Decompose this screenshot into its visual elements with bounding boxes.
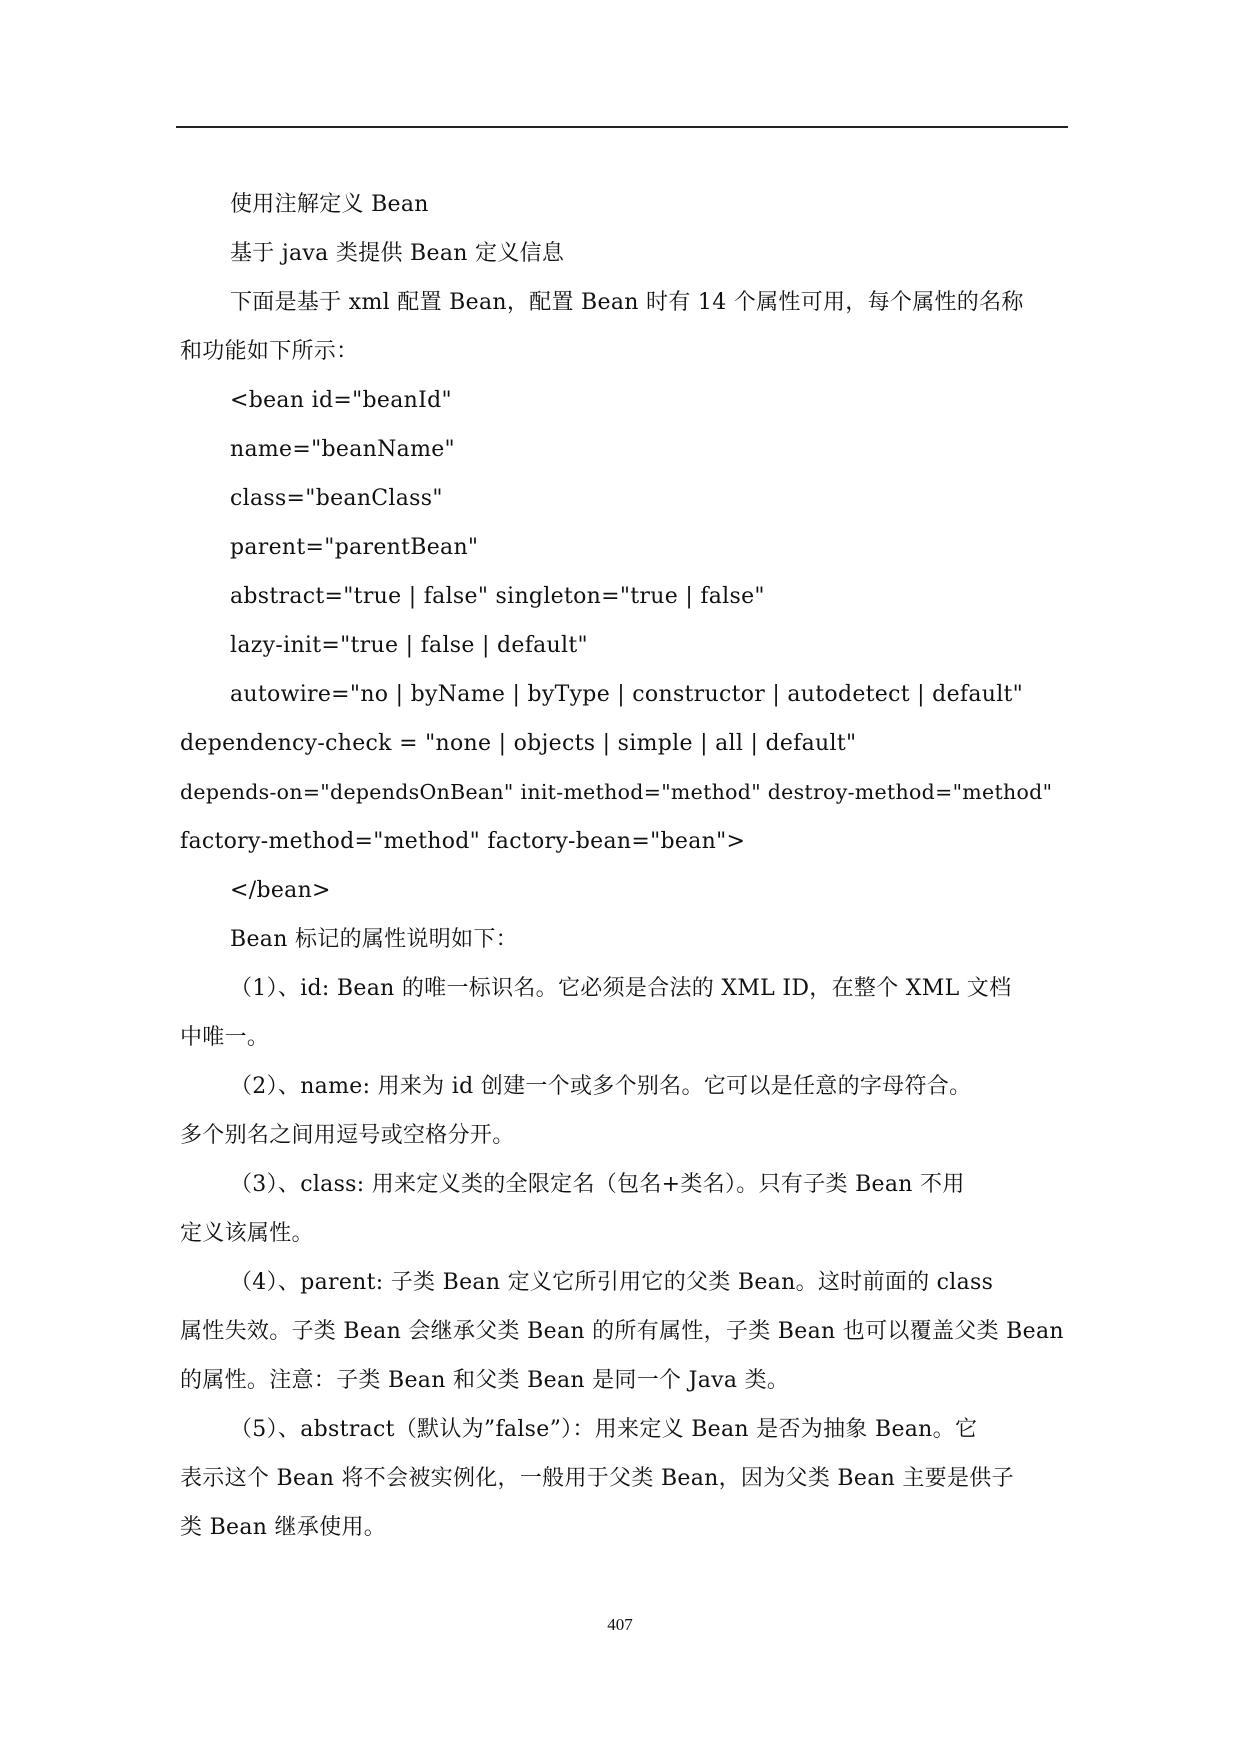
text-line: factory-method="method" factory-bean="bean"> (180, 829, 746, 854)
text-line: 基于 java 类提供 Bean 定义信息 (230, 241, 565, 266)
text-line: 下面是基于 xml 配置 Bean，配置 Bean 时有 14 个属性可用，每个属性的名称 (230, 290, 1024, 315)
text-line: parent="parentBean" (230, 535, 479, 560)
text-line: <bean id="beanId" (230, 388, 452, 413)
text-line: 多个别名之间用逗号或空格分开。 (180, 1123, 515, 1148)
text-line: dependency-check = "none | objects | simple | all | default" (180, 731, 857, 756)
document-body (180, 180, 1070, 1552)
text-line: 和功能如下所示： (180, 339, 359, 364)
text-line: 中唯一。 (180, 1025, 270, 1050)
text-line: abstract="true | false" singleton="true | false" (230, 584, 765, 609)
text-line: autowire="no | byName | byType | constructor | autodetect | default" (230, 682, 1024, 707)
text-line: （1）、id: Bean 的唯一标识名。它必须是合法的 XML ID，在整个 XML 文档 (230, 976, 1012, 1001)
text-line: （2）、name: 用来为 id 创建一个或多个别名。它可以是任意的字母符合。 (230, 1074, 972, 1099)
text-line: 使用注解定义 Bean (230, 192, 429, 217)
text-line: （5）、abstract（默认为”false”）：用来定义 Bean 是否为抽象 Bean。它 (230, 1417, 978, 1442)
text-line: 定义该属性。 (180, 1221, 314, 1246)
text-line: 表示这个 Bean 将不会被实例化，一般用于父类 Bean，因为父类 Bean 主要是供子 (180, 1466, 1014, 1491)
text-line: class="beanClass" (230, 486, 443, 511)
header-rule (176, 126, 1068, 128)
text-line: 类 Bean 继承使用。 (180, 1515, 387, 1540)
text-line: 属性失效。子类 Bean 会继承父类 Bean 的所有属性，子类 Bean 也可以覆盖父类 Bean (180, 1319, 1064, 1344)
text-line: depends-on="dependsOnBean" init-method="method" destroy-method="method" (180, 780, 1053, 804)
page-number: 407 (607, 1615, 633, 1634)
text-line: </bean> (230, 878, 331, 903)
text-line: Bean 标记的属性说明如下： (230, 927, 518, 952)
text-line: 的属性。注意：子类 Bean 和父类 Bean 是同一个 Java 类。 (180, 1368, 790, 1393)
text-line: lazy-init="true | false | default" (230, 633, 588, 658)
text-line: （3）、class: 用来定义类的全限定名（包名+类名）。只有子类 Bean 不用 (230, 1172, 965, 1197)
text-line: （4）、parent: 子类 Bean 定义它所引用它的父类 Bean。这时前面的 class (230, 1270, 994, 1295)
text-line: name="beanName" (230, 437, 455, 462)
